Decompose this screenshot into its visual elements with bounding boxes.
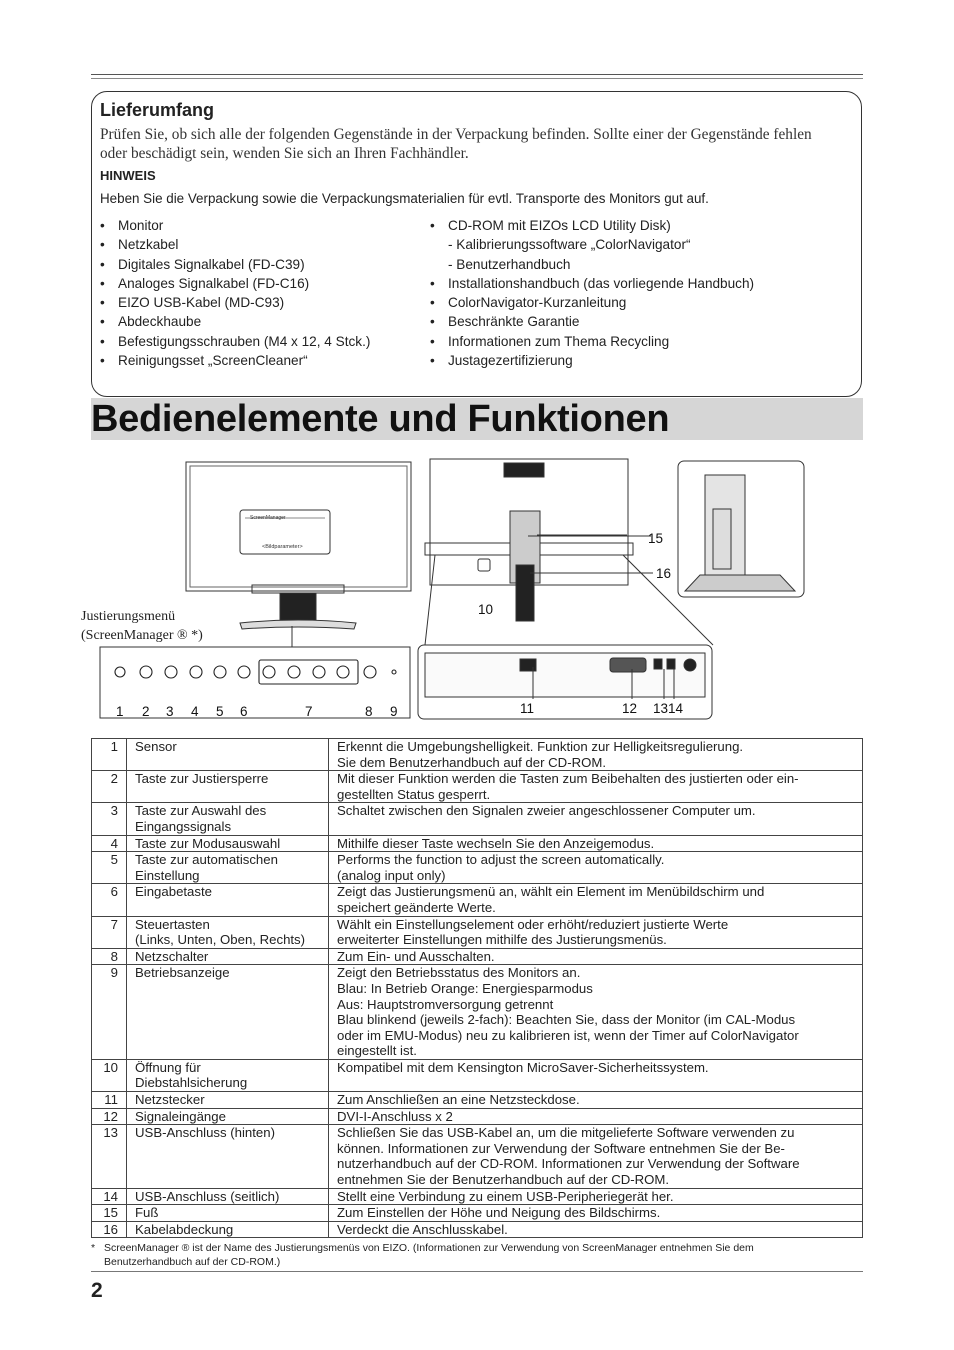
- enter-button-icon: [238, 666, 250, 678]
- power-led-icon: [392, 670, 396, 674]
- bullet: •: [430, 333, 435, 349]
- delivery-item: [430, 312, 850, 331]
- callout-13-14: 1314: [653, 701, 684, 716]
- row-number: 1: [92, 739, 127, 771]
- delivery-item-text: Reinigungsset „ScreenCleaner“: [118, 353, 308, 369]
- row-description-line: Kompatibel mit dem Kensington MicroSaver-Sicherheitssystem.: [337, 1059, 709, 1075]
- row-name: [127, 1205, 329, 1222]
- bullet: •: [430, 218, 435, 233]
- callout-10: 10: [478, 602, 494, 617]
- delivery-list-left: [100, 216, 420, 370]
- front-monitor-screen: [190, 466, 407, 587]
- row-description-line: gestellten Status gesperrt.: [337, 786, 491, 802]
- table-row: [92, 1125, 863, 1188]
- row-name: [127, 835, 329, 852]
- bullet: •: [430, 275, 435, 291]
- delivery-item-text: Analoges Signalkabel (FD-C16): [118, 275, 310, 291]
- delivery-item: [430, 216, 850, 274]
- row-name-line: Kabelabdeckung: [135, 1221, 234, 1237]
- row-description-line: Erkennt die Umgebungshelligkeit. Funktion zur Helligkeitsregulierung.: [337, 739, 744, 754]
- row-number: 11: [92, 1092, 127, 1109]
- delivery-item: [100, 216, 420, 235]
- row-name-line: Signaleingänge: [135, 1108, 226, 1124]
- callout-1: 1: [116, 704, 124, 719]
- delivery-item-text: Installationshandbuch (das vorliegende Handbuch): [448, 275, 755, 291]
- section-title: Bedienelemente und Funktionen: [91, 398, 670, 440]
- row-name-line: Betriebsanzeige: [135, 965, 230, 981]
- row-description-line: Zum Einstellen der Höhe und Neigung des Bildschirms.: [337, 1205, 661, 1221]
- callout-6: 6: [240, 704, 248, 719]
- table-row: [92, 835, 863, 852]
- row-description: [329, 1188, 863, 1205]
- delivery-item: [100, 312, 420, 331]
- row-name: [127, 916, 329, 948]
- table-row: [92, 948, 863, 965]
- bullet: •: [100, 218, 105, 233]
- delivery-item: [100, 293, 420, 312]
- table-row: [92, 884, 863, 916]
- row-name-line: Öffnung für: [135, 1059, 201, 1075]
- delivery-item: [430, 332, 850, 351]
- bullet: •: [430, 353, 435, 369]
- delivery-item-text: Netzkabel: [118, 237, 179, 253]
- page-number: 2: [91, 1279, 103, 1302]
- row-description: [329, 852, 863, 884]
- delivery-item-text: Abdeckhaube: [118, 314, 202, 330]
- row-name: [127, 803, 329, 835]
- row-number: 14: [92, 1188, 127, 1205]
- row-description-line: Stellt eine Verbindung zu einem USB-Peripheriegerät her.: [337, 1188, 674, 1204]
- row-number: 15: [92, 1205, 127, 1222]
- callout-5: 5: [216, 704, 224, 719]
- table-row: [92, 739, 863, 771]
- callout-16: 16: [656, 566, 672, 581]
- row-name: [127, 1092, 329, 1109]
- row-name-line: Netzstecker: [135, 1092, 205, 1108]
- row-description-line: DVI-I-Anschluss x 2: [337, 1108, 453, 1124]
- delivery-item-text: Befestigungsschrauben (M4 x 12, 4 Stck.): [118, 333, 371, 349]
- row-number: 6: [92, 884, 127, 916]
- lock-button-icon: [140, 666, 152, 678]
- row-description-line: können. Informationen zur Verwendung der Software entnehmen Sie der Be-: [337, 1140, 785, 1156]
- row-name-line: Taste zur Justiersperre: [135, 771, 269, 787]
- table-row: [92, 1092, 863, 1109]
- row-name: [127, 771, 329, 803]
- row-description-line: entnehmen Sie der Benutzerhandbuch auf der CD-ROM.: [337, 1172, 670, 1188]
- row-description-line: Zeigt den Betriebsstatus des Monitors an.: [337, 965, 581, 981]
- delivery-item: [100, 235, 420, 254]
- row-name: [127, 1125, 329, 1188]
- row-description: [329, 771, 863, 803]
- right-key-icon: [337, 666, 349, 678]
- menu-label-line-2: (ScreenManager ® *): [81, 628, 203, 643]
- row-description: [329, 739, 863, 771]
- row-description: [329, 916, 863, 948]
- table-row: [92, 916, 863, 948]
- row-description: [329, 1125, 863, 1188]
- row-name-line: Diebstahlsicherung: [135, 1075, 248, 1091]
- callout-3: 3: [166, 704, 174, 719]
- bullet: •: [100, 237, 105, 253]
- bottom-rule: [91, 1271, 863, 1272]
- osd-subtitle: <Bildparameter>: [262, 544, 303, 550]
- kensington-slot: [478, 559, 490, 571]
- delivery-item-text: CD-ROM mit EIZOs LCD Utility Disk): [448, 218, 671, 233]
- row-number: 2: [92, 771, 127, 803]
- row-number: 5: [92, 852, 127, 884]
- callout-9: 9: [390, 704, 398, 719]
- note-text: Heben Sie die Verpackung sowie die Verpackungsmaterialien für evtl. Transporte des Monitors gut auf.: [100, 191, 709, 206]
- front-monitor-body: [186, 462, 411, 591]
- top-rule: [91, 74, 863, 75]
- row-name-line: Eingabetaste: [135, 884, 212, 900]
- row-description-line: nutzerhandbuch auf der CD-ROM. Informationen zur Verwendung der Software: [337, 1156, 800, 1172]
- dvi-port-1: [610, 658, 646, 672]
- row-description: [329, 1221, 863, 1238]
- row-description: [329, 965, 863, 1060]
- row-description-line: erweiterter Einstellungen mithilfe des Justierungsmenüs.: [337, 932, 667, 948]
- row-number: 8: [92, 948, 127, 965]
- row-description-line: speichert geänderte Werte.: [337, 899, 496, 915]
- delivery-item: [430, 274, 850, 293]
- callout-12: 12: [622, 701, 638, 716]
- table-row: [92, 1059, 863, 1091]
- delivery-item-text: Monitor: [118, 218, 164, 233]
- delivery-subitem: - Kalibrierungssoftware „ColorNavigator“: [448, 237, 691, 253]
- row-description-line: Blau blinkend (jeweils 2-fach): Beachten Sie, dass der Monitor (im CAL-Modus: [337, 1012, 796, 1028]
- table-row: [92, 965, 863, 1060]
- row-number: 12: [92, 1108, 127, 1125]
- delivery-item-text: Beschränkte Garantie: [448, 314, 580, 330]
- osd-title: ScreenManager: [250, 515, 286, 521]
- delivery-list-right: [430, 216, 850, 370]
- row-description: [329, 884, 863, 916]
- delivery-item-text: Digitales Signalkabel (FD-C39): [118, 256, 305, 272]
- row-name-line: (Links, Unten, Oben, Rechts): [135, 932, 306, 948]
- bullet: •: [100, 353, 105, 369]
- bullet: •: [430, 295, 435, 311]
- table-row: [92, 1205, 863, 1222]
- note-heading: HINWEIS: [100, 168, 156, 183]
- row-description: [329, 1092, 863, 1109]
- row-number: 13: [92, 1125, 127, 1188]
- delivery-item-text: Informationen zum Thema Recycling: [448, 333, 670, 349]
- row-description-line: Blau: In Betrieb Orange: Energiesparmodus: [337, 980, 593, 996]
- row-description-line: Mithilfe dieser Taste wechseln Sie den Anzeigemodus.: [337, 835, 655, 851]
- bullet: •: [100, 256, 105, 272]
- row-description-line: Performs the function to adjust the screen automatically.: [337, 852, 665, 868]
- row-number: 10: [92, 1059, 127, 1091]
- auto-button-icon: [214, 666, 226, 678]
- delivery-item: [100, 255, 420, 274]
- bullet: •: [430, 314, 435, 330]
- controls-diagram: [80, 455, 810, 727]
- row-name: [127, 948, 329, 965]
- row-description: [329, 1108, 863, 1125]
- table-row: [92, 803, 863, 835]
- row-name: [127, 1188, 329, 1205]
- row-description-line: Zeigt das Justierungsmenü an, wählt ein Element im Menübildschirm und: [337, 884, 765, 900]
- row-name-line: Taste zur automatischen: [135, 852, 278, 868]
- row-description-line: Wählt ein Einstellungselement oder erhöht/reduziert justierte Werte: [337, 916, 729, 932]
- row-name: [127, 884, 329, 916]
- row-description-line: oder im EMU-Modus) neu zu kalibrieren ist, wenn der Timer auf ColorNavigator: [337, 1027, 799, 1043]
- delivery-item-text: Justagezertifizierung: [448, 353, 573, 369]
- row-description-line: Zum Ein- und Ausschalten.: [337, 948, 495, 964]
- row-description-line: Sie dem Benutzerhandbuch auf der CD-ROM.: [337, 754, 607, 770]
- up-key-icon: [313, 666, 325, 678]
- callout-7: 7: [305, 704, 313, 719]
- row-description: [329, 835, 863, 852]
- row-number: 9: [92, 965, 127, 1060]
- row-name: [127, 1221, 329, 1238]
- row-name-line: Steuertasten: [135, 916, 210, 932]
- delivery-intro: Prüfen Sie, ob sich alle der folgenden Gegenstände in der Verpackung befinden. Sollte einer der Gegenstände fehlen oder beschädigt sein, wenden Sie sich an Ihren Fachhändler.: [100, 126, 812, 162]
- row-name-line: USB-Anschluss (seitlich): [135, 1188, 280, 1204]
- row-number: 16: [92, 1221, 127, 1238]
- callout-2: 2: [142, 704, 150, 719]
- delivery-title: Lieferumfang: [100, 100, 215, 120]
- table-row: [92, 1221, 863, 1238]
- sensor-icon: [115, 667, 125, 677]
- row-description-line: Schließen Sie das USB-Kabel an, um die mitgelieferte Software verwenden zu: [337, 1125, 795, 1141]
- row-name: [127, 739, 329, 771]
- delivery-subitem: - Benutzerhandbuch: [448, 256, 571, 272]
- footnote-text: ScreenManager ® ist der Name des Justierungsmenüs von EIZO. (Informationen zur Verwendung von ScreenManager entnehmen Sie dem Benutzerhandbuch auf der CD-ROM.): [104, 1242, 754, 1268]
- row-description-line: Mit dieser Funktion werden die Tasten zum Beibehalten des justierten oder ein-: [337, 771, 799, 787]
- bullet: •: [100, 314, 105, 330]
- row-description: [329, 803, 863, 835]
- row-description-line: Schaltet zwischen den Signalen zweier angeschlossener Computer um.: [337, 803, 756, 819]
- row-name: [127, 965, 329, 1060]
- row-name-line: Fuß: [135, 1205, 159, 1221]
- table-row: [92, 771, 863, 803]
- controls-table: [91, 738, 863, 1238]
- table-row: [92, 852, 863, 884]
- row-description-line: Zum Anschließen an eine Netzsteckdose.: [337, 1092, 580, 1108]
- left-key-icon: [263, 666, 275, 678]
- power-socket: [520, 659, 536, 671]
- row-description: [329, 1059, 863, 1091]
- row-name-line: Sensor: [135, 739, 177, 754]
- row-description-line: Verdeckt die Anschlusskabel.: [337, 1221, 508, 1237]
- row-description: [329, 948, 863, 965]
- row-number: 7: [92, 916, 127, 948]
- row-description-line: (analog input only): [337, 867, 446, 883]
- callout-11: 11: [520, 701, 535, 716]
- delivery-item: [100, 274, 420, 293]
- delivery-item: [100, 332, 420, 351]
- delivery-item-text: ColorNavigator-Kurzanleitung: [448, 295, 627, 311]
- row-number: 3: [92, 803, 127, 835]
- row-description-line: eingestellt ist.: [337, 1043, 417, 1059]
- callout-4: 4: [191, 704, 199, 719]
- row-name-line: USB-Anschluss (hinten): [135, 1125, 275, 1141]
- row-description-line: Aus: Hauptstromversorgung getrennt: [337, 996, 554, 1012]
- row-name-line: Einstellung: [135, 867, 200, 883]
- front-button-strip: [252, 585, 344, 593]
- callout-8: 8: [365, 704, 373, 719]
- bullet: •: [100, 333, 105, 349]
- row-name: [127, 852, 329, 884]
- row-number: 4: [92, 835, 127, 852]
- row-name: [127, 1059, 329, 1091]
- row-name-line: Taste zur Auswahl des: [135, 803, 267, 819]
- table-row: [92, 1188, 863, 1205]
- delivery-item: [100, 351, 420, 370]
- callout-15: 15: [648, 531, 664, 546]
- input-button-icon: [165, 666, 177, 678]
- footnote-marker: *: [91, 1242, 96, 1254]
- menu-label-line-1: Justierungsmenü: [81, 609, 176, 624]
- power-button-icon: [364, 666, 376, 678]
- row-name-line: Eingangssignals: [135, 818, 232, 834]
- bullet: •: [100, 295, 105, 311]
- delivery-item-text: EIZO USB-Kabel (MD-C93): [118, 295, 285, 311]
- row-description: [329, 1205, 863, 1222]
- table-row: [92, 1108, 863, 1125]
- row-name-line: Netzschalter: [135, 948, 209, 964]
- row-name-line: Taste zur Modusauswahl: [135, 835, 281, 851]
- front-stand-base: [240, 620, 356, 629]
- row-name: [127, 1108, 329, 1125]
- mode-button-icon: [190, 666, 202, 678]
- top-rule-thin: [91, 78, 863, 79]
- down-key-icon: [288, 666, 300, 678]
- delivery-item: [430, 351, 850, 370]
- cable-cover: [713, 509, 731, 569]
- delivery-item: [430, 293, 850, 312]
- menu-label: [81, 607, 203, 645]
- bullet: •: [100, 275, 105, 291]
